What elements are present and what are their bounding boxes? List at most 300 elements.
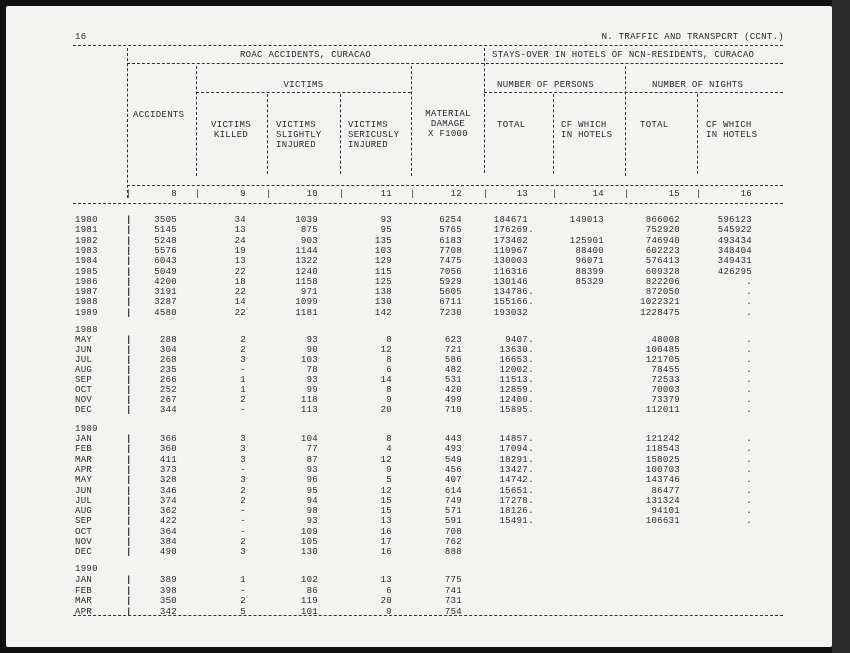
table-cell: 135	[374, 236, 392, 246]
row-bar: |	[126, 434, 132, 444]
table-cell: .	[746, 475, 752, 485]
table-cell: 971	[300, 287, 318, 297]
table-cell: 184671	[493, 215, 528, 225]
column-divider	[625, 66, 626, 176]
seriously-injured-heading: VICTIMS SERICUSLY INJURED	[348, 120, 400, 150]
table-cell: 888	[444, 547, 462, 557]
table-cell: 20	[380, 596, 392, 606]
table-cell: 130	[374, 297, 392, 307]
table-cell: .	[528, 225, 534, 235]
table-cell: 102	[300, 575, 318, 585]
table-cell: 426295	[717, 267, 752, 277]
table-cell: 398	[159, 586, 177, 596]
table-cell: 13427	[499, 465, 528, 475]
table-cell: .	[746, 297, 752, 307]
table-cell: 2	[240, 496, 246, 506]
table-cell: 328	[159, 475, 177, 485]
row-label: SEP	[75, 516, 93, 526]
table-cell: 130003	[493, 256, 528, 266]
table-cell: .	[746, 308, 752, 318]
table-cell: 12400	[499, 395, 528, 405]
nights-total-heading: TOTAL	[640, 120, 669, 130]
table-cell: 93	[306, 335, 318, 345]
table-cell: 138	[374, 287, 392, 297]
table-cell: .	[746, 506, 752, 516]
table-cell: 7708	[439, 246, 462, 256]
table-cell: 5145	[154, 225, 177, 235]
table-cell: 85329	[575, 277, 604, 287]
table-cell: 88400	[575, 246, 604, 256]
table-cell: 70003	[651, 385, 680, 395]
table-cell: 87	[306, 455, 318, 465]
table-cell: 4580	[154, 308, 177, 318]
table-cell: .	[746, 385, 752, 395]
row-label: 1981	[75, 225, 98, 235]
table-cell: 586	[444, 355, 462, 365]
table-cell: .	[746, 335, 752, 345]
table-cell: 7475	[439, 256, 462, 266]
column-divider	[267, 94, 268, 174]
row-label: JAN	[75, 575, 93, 585]
table-cell: 1228475	[640, 308, 680, 318]
row-bar: |	[126, 586, 132, 596]
section-year-label: 1988	[75, 325, 98, 335]
table-cell: 374	[159, 496, 177, 506]
victims-heading: VICTIMS	[283, 80, 324, 90]
table-cell: 12	[380, 455, 392, 465]
table-cell: 13	[380, 516, 392, 526]
column-number: 14	[592, 189, 604, 199]
table-cell: .	[528, 486, 534, 496]
table-cell: 1	[240, 375, 246, 385]
table-cell: 2	[240, 345, 246, 355]
table-cell: 4	[386, 444, 392, 454]
table-cell: 5248	[154, 236, 177, 246]
row-bar: |	[126, 236, 132, 246]
row-label: APR	[75, 607, 93, 617]
column-bar: |	[696, 189, 702, 199]
table-cell: 13	[234, 225, 246, 235]
table-cell: .	[746, 486, 752, 496]
table-cell: 112011	[645, 405, 680, 415]
column-bar: |	[195, 189, 201, 199]
table-cell: 721	[444, 345, 462, 355]
section-year-label: 1990	[75, 564, 98, 574]
section-year-label: 1989	[75, 424, 98, 434]
table-cell: 121242	[645, 434, 680, 444]
table-cell: 94	[306, 496, 318, 506]
row-bar: |	[126, 527, 132, 537]
table-cell: 5	[386, 475, 392, 485]
table-cell: .	[746, 405, 752, 415]
table-cell: 116316	[493, 267, 528, 277]
table-cell: .	[528, 455, 534, 465]
table-cell: 95	[380, 225, 392, 235]
table-cell: -	[240, 465, 246, 475]
table-cell: 94101	[651, 506, 680, 516]
row-bar: |	[126, 395, 132, 405]
table-cell: 149013	[569, 215, 604, 225]
table-cell: 596123	[717, 215, 752, 225]
table-cell: 384	[159, 537, 177, 547]
rule	[127, 63, 783, 64]
table-cell: 143746	[645, 475, 680, 485]
table-cell: 749	[444, 496, 462, 506]
table-cell: 235	[159, 365, 177, 375]
table-cell: 17094	[499, 444, 528, 454]
table-cell: 3505	[154, 215, 177, 225]
table-cell: 77	[306, 444, 318, 454]
column-divider	[553, 94, 554, 174]
table-cell: 822206	[645, 277, 680, 287]
document-page	[6, 6, 832, 647]
table-cell: 545922	[717, 225, 752, 235]
table-cell: 3	[240, 434, 246, 444]
table-cell: 113	[300, 405, 318, 415]
column-number: 12	[450, 189, 462, 199]
row-bar: |	[126, 596, 132, 606]
table-cell: 18126	[499, 506, 528, 516]
table-cell: 1022321	[640, 297, 680, 307]
column-bar: |	[552, 189, 558, 199]
table-cell: 3	[240, 444, 246, 454]
table-cell: 762	[444, 537, 462, 547]
table-cell: 130	[300, 547, 318, 557]
table-cell: 8	[386, 434, 392, 444]
row-label: 1985	[75, 267, 98, 277]
table-cell: -	[240, 506, 246, 516]
table-cell: 2	[240, 486, 246, 496]
table-cell: 9407	[505, 335, 528, 345]
row-bar: |	[126, 345, 132, 355]
row-label: 1987	[75, 287, 98, 297]
table-cell: 9	[386, 607, 392, 617]
row-label: MAY	[75, 335, 93, 345]
table-cell: 13	[380, 575, 392, 585]
table-cell: 103	[300, 355, 318, 365]
column-number: 9	[240, 189, 246, 199]
row-bar: |	[126, 537, 132, 547]
table-cell: 609328	[645, 267, 680, 277]
table-cell: 6711	[439, 297, 462, 307]
table-cell: 411	[159, 455, 177, 465]
table-cell: 422	[159, 516, 177, 526]
table-cell: 104	[300, 434, 318, 444]
column-divider	[484, 48, 485, 173]
table-cell: 6183	[439, 236, 462, 246]
table-cell: .	[746, 496, 752, 506]
table-cell: 360	[159, 444, 177, 454]
row-label: SEP	[75, 375, 93, 385]
rule	[196, 92, 411, 93]
table-cell: 173402	[493, 236, 528, 246]
scan-edge	[832, 0, 850, 653]
row-bar: |	[126, 375, 132, 385]
table-cell: 3	[240, 547, 246, 557]
table-cell: 268	[159, 355, 177, 365]
running-title: N. TRAFFIC AND TRANSPCRT (CCNT.)	[601, 32, 784, 42]
table-cell: 86477	[651, 486, 680, 496]
table-cell: 1158	[295, 277, 318, 287]
rule	[484, 92, 783, 93]
table-cell: 4200	[154, 277, 177, 287]
killed-heading: VICTIMS KILLED	[211, 120, 251, 140]
row-bar: |	[126, 246, 132, 256]
column-divider	[340, 94, 341, 174]
damage-heading: MATERIAL DAMAGE X F1000	[425, 109, 471, 139]
row-bar: |	[126, 475, 132, 485]
table-cell: .	[528, 375, 534, 385]
row-bar: |	[126, 465, 132, 475]
row-bar: |	[126, 215, 132, 225]
table-cell: 752920	[645, 225, 680, 235]
table-cell: .	[746, 455, 752, 465]
table-cell: 106631	[645, 516, 680, 526]
column-divider	[127, 48, 128, 198]
table-cell: 549	[444, 455, 462, 465]
table-cell: 14857	[499, 434, 528, 444]
persons-in-hotels-heading: CF WHICH IN HOTELS	[561, 120, 613, 140]
table-cell: .	[528, 434, 534, 444]
persons-total-heading: TOTAL	[497, 120, 526, 130]
table-cell: 8	[386, 335, 392, 345]
table-cell: 17278	[499, 496, 528, 506]
table-cell: 708	[444, 527, 462, 537]
table-cell: 5605	[439, 287, 462, 297]
table-cell: 493434	[717, 236, 752, 246]
table-cell: 125	[374, 277, 392, 287]
table-cell: 142	[374, 308, 392, 318]
stays-over-heading: STAYS-OVER IN HOTELS OF NCN-RESIDENTS, CURACAO	[492, 50, 755, 60]
row-label: JUL	[75, 355, 93, 365]
row-label: MAR	[75, 596, 93, 606]
rule	[73, 203, 783, 204]
table-cell: .	[746, 277, 752, 287]
row-bar: |	[126, 547, 132, 557]
row-bar: |	[126, 575, 132, 585]
row-label: JUL	[75, 496, 93, 506]
table-cell: .	[746, 345, 752, 355]
table-cell: 103	[374, 246, 392, 256]
table-cell: .	[746, 287, 752, 297]
table-cell: 100703	[645, 465, 680, 475]
table-cell: .	[528, 444, 534, 454]
table-cell: 3287	[154, 297, 177, 307]
table-cell: 754	[444, 607, 462, 617]
table-cell: 110967	[493, 246, 528, 256]
table-cell: 78	[306, 365, 318, 375]
column-divider	[196, 66, 197, 176]
table-cell: 349431	[717, 256, 752, 266]
table-cell: 19	[234, 246, 246, 256]
row-label: DEC	[75, 405, 93, 415]
table-cell: .	[528, 385, 534, 395]
table-cell: 3	[240, 455, 246, 465]
row-label: AUG	[75, 506, 93, 516]
table-cell: .	[528, 506, 534, 516]
table-cell: 93	[306, 516, 318, 526]
row-bar: |	[126, 365, 132, 375]
row-bar: |	[126, 308, 132, 318]
row-label: 1983	[75, 246, 98, 256]
nights-in-hotels-heading: CF WHICH IN HOTELS	[706, 120, 758, 140]
table-cell: 8	[386, 355, 392, 365]
table-cell: .	[746, 395, 752, 405]
table-cell: 348404	[717, 246, 752, 256]
table-cell: 134786	[493, 287, 528, 297]
table-cell: 1144	[295, 246, 318, 256]
table-cell: .	[746, 365, 752, 375]
column-number: 11	[380, 189, 392, 199]
table-cell: 99	[306, 385, 318, 395]
table-cell: .	[746, 375, 752, 385]
table-cell: .	[528, 405, 534, 415]
table-cell: .	[528, 465, 534, 475]
table-cell: 420	[444, 385, 462, 395]
table-cell: 3	[240, 475, 246, 485]
column-bar: |	[624, 189, 630, 199]
table-cell: 710	[444, 405, 462, 415]
table-cell: 493	[444, 444, 462, 454]
table-cell: 741	[444, 586, 462, 596]
table-cell: 2	[240, 335, 246, 345]
column-number: 8	[171, 189, 177, 199]
table-cell: 364	[159, 527, 177, 537]
table-cell: 3	[240, 355, 246, 365]
table-cell: 18291	[499, 455, 528, 465]
table-cell: 15651	[499, 486, 528, 496]
table-cell: -	[240, 405, 246, 415]
table-cell: 342	[159, 607, 177, 617]
table-cell: 6254	[439, 215, 462, 225]
table-cell: 3191	[154, 287, 177, 297]
table-cell: 407	[444, 475, 462, 485]
table-cell: .	[746, 434, 752, 444]
table-cell: 389	[159, 575, 177, 585]
table-cell: 252	[159, 385, 177, 395]
table-cell: 346	[159, 486, 177, 496]
table-cell: .	[746, 465, 752, 475]
table-cell: 2	[240, 596, 246, 606]
column-number: 15	[668, 189, 680, 199]
table-cell: 5929	[439, 277, 462, 287]
table-cell: 155166	[493, 297, 528, 307]
table-cell: 531	[444, 375, 462, 385]
column-number: 16	[740, 189, 752, 199]
table-cell: 78455	[651, 365, 680, 375]
table-cell: 499	[444, 395, 462, 405]
table-cell: 22	[234, 308, 246, 318]
table-cell: 373	[159, 465, 177, 475]
table-cell: 16	[380, 527, 392, 537]
row-label: 1984	[75, 256, 98, 266]
table-cell: .	[528, 345, 534, 355]
table-cell: 96071	[575, 256, 604, 266]
table-cell: 12002	[499, 365, 528, 375]
table-cell: 614	[444, 486, 462, 496]
table-cell: .	[528, 475, 534, 485]
table-cell: 1240	[295, 267, 318, 277]
table-cell: 98	[306, 506, 318, 516]
table-cell: 101	[300, 607, 318, 617]
table-cell: 16653	[499, 355, 528, 365]
row-label: 1988	[75, 297, 98, 307]
table-cell: .	[746, 355, 752, 365]
table-cell: 72533	[651, 375, 680, 385]
table-cell: 731	[444, 596, 462, 606]
table-cell: 118	[300, 395, 318, 405]
table-cell: 176269	[493, 225, 528, 235]
table-cell: 118543	[645, 444, 680, 454]
table-cell: 86	[306, 586, 318, 596]
column-bar: |	[126, 189, 132, 199]
column-number: 13	[516, 189, 528, 199]
table-cell: 5	[240, 607, 246, 617]
table-cell: 15	[380, 496, 392, 506]
row-bar: |	[126, 225, 132, 235]
table-cell: 443	[444, 434, 462, 444]
table-cell: -	[240, 516, 246, 526]
table-cell: .	[528, 335, 534, 345]
table-cell: 109	[300, 527, 318, 537]
slightly-injured-heading: VICTIMS SLIGHTLY INJURED	[276, 120, 322, 150]
table-cell: 623	[444, 335, 462, 345]
table-cell: 6043	[154, 256, 177, 266]
table-cell: 1	[240, 575, 246, 585]
table-cell: 24	[234, 236, 246, 246]
row-bar: |	[126, 405, 132, 415]
row-bar: |	[126, 335, 132, 345]
row-bar: |	[126, 385, 132, 395]
rule	[127, 185, 783, 186]
row-bar: |	[126, 607, 132, 617]
row-label: 1986	[75, 277, 98, 287]
table-cell: 193032	[493, 308, 528, 318]
row-bar: |	[126, 297, 132, 307]
table-cell: 105	[300, 537, 318, 547]
row-bar: |	[126, 444, 132, 454]
row-bar: |	[126, 287, 132, 297]
table-cell: 267	[159, 395, 177, 405]
table-cell: 129	[374, 256, 392, 266]
column-bar: |	[339, 189, 345, 199]
row-bar: |	[126, 455, 132, 465]
table-cell: 571	[444, 506, 462, 516]
table-cell: 20	[380, 405, 392, 415]
table-cell: 22	[234, 287, 246, 297]
row-bar: |	[126, 267, 132, 277]
table-cell: 1	[240, 385, 246, 395]
table-cell: 93	[306, 375, 318, 385]
row-label: 1982	[75, 236, 98, 246]
row-label: MAR	[75, 455, 93, 465]
table-cell: 2	[240, 537, 246, 547]
row-label: JAN	[75, 434, 93, 444]
table-cell: -	[240, 527, 246, 537]
table-cell: 5765	[439, 225, 462, 235]
row-label: DEC	[75, 547, 93, 557]
table-cell: 490	[159, 547, 177, 557]
table-cell: 121705	[645, 355, 680, 365]
row-bar: |	[126, 516, 132, 526]
table-cell: 15895	[499, 405, 528, 415]
row-label: OCT	[75, 527, 93, 537]
row-label: OCT	[75, 385, 93, 395]
table-cell: 350	[159, 596, 177, 606]
table-cell: 130146	[493, 277, 528, 287]
table-cell: 366	[159, 434, 177, 444]
table-cell: 866062	[645, 215, 680, 225]
